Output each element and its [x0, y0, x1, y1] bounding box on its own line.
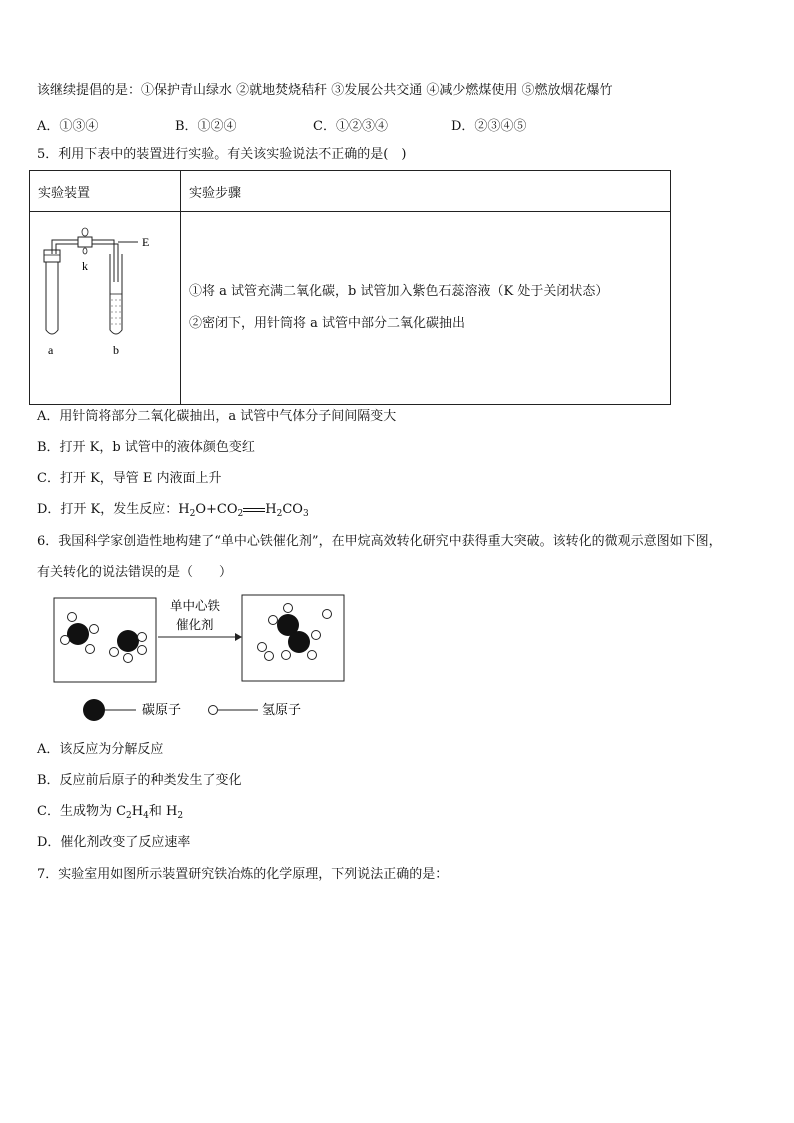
legend-hydrogen-label: 氢原子 — [262, 703, 302, 718]
q4-options — [37, 115, 637, 133]
apparatus-cell — [30, 212, 181, 405]
hydrogen-atom-icon — [209, 706, 218, 715]
q5-option-d: D．打开 K，发生反应：$H_2O+CO_2$ $H_2CO_3$ — [37, 502, 309, 519]
q5-option-b: B．打开 K，b 试管中的液体颜色变红 — [37, 440, 255, 455]
q4-option-b: B．①②④ — [175, 119, 237, 134]
q5-option-c: C．打开 K，导管 E 内液面上升 — [37, 471, 222, 486]
catalyst-label-1: 单中心铁 — [170, 598, 221, 613]
steps-cell — [181, 212, 671, 405]
q6-option-c: C．生成物为 $C_2H_4$和 $H_2$ — [37, 804, 184, 821]
carbon-atom-icon — [83, 699, 105, 721]
step-1: ①将 a 试管充满二氧化碳，b 试管加入紫色石蕊溶液（K 处于关闭状态） — [189, 284, 609, 299]
q5-stem: 5．利用下表中的装置进行实验。有关该实验说法不正确的是( ) — [37, 147, 407, 162]
product-box — [242, 595, 344, 681]
test-tube-a — [44, 250, 60, 334]
q6-option-a: A．该反应为分解反应 — [37, 742, 164, 757]
label-a: a — [48, 343, 54, 357]
equals-sign — [243, 505, 265, 515]
reactant-box — [54, 598, 156, 682]
step-2: ②密闭下，用针筒将 a 试管中部分二氧化碳抽出 — [189, 316, 466, 331]
test-tube-b — [110, 254, 122, 334]
q7-stem: 7．实验室用如图所示装置研究铁冶炼的化学原理，下列说法正确的是： — [37, 867, 449, 882]
q6-option-b: B．反应前后原子的种类发生了变化 — [37, 773, 242, 788]
q6-stem-line2: 有关转化的说法错误的是（ ） — [37, 565, 233, 580]
q4-option-c: C．①②③④ — [313, 119, 388, 134]
q5-experiment-table — [29, 170, 671, 405]
q4-option-d: D．②③④⑤ — [451, 119, 527, 134]
table-header-device: 实验装置 — [30, 171, 181, 212]
table-header-steps: 实验步骤 — [181, 171, 671, 212]
q6-option-d: D．催化剂改变了反应速率 — [37, 835, 191, 850]
catalyst-label-2: 催化剂 — [176, 617, 214, 632]
reaction-arrow — [158, 633, 242, 641]
methane-conversion-diagram — [50, 592, 360, 727]
label-e: E — [142, 235, 150, 249]
legend-carbon-label: 碳原子 — [142, 703, 182, 718]
clamp-k — [78, 228, 92, 254]
q6-stem-line1: 6．我国科学家创造性地构建了“单中心铁催化剂”，在甲烷高效转化研究中获得重大突破。该转化的微观示意图如下图， — [37, 534, 722, 549]
q5-option-a: A．用针筒将部分二氧化碳抽出，a 试管中气体分子间间隔变大 — [37, 409, 397, 424]
q4-stem: 该继续提倡的是：①保护青山绿水 ②就地焚烧秸秆 ③发展公共交通 ④减少燃煤使用 ⑤燃放烟花爆竹 — [37, 83, 613, 98]
label-b: b — [113, 343, 119, 357]
connecting-tube — [52, 240, 138, 282]
label-k: k — [82, 259, 88, 273]
gas-apparatus-diagram — [30, 212, 180, 400]
q4-option-a: A．①③④ — [37, 119, 99, 134]
